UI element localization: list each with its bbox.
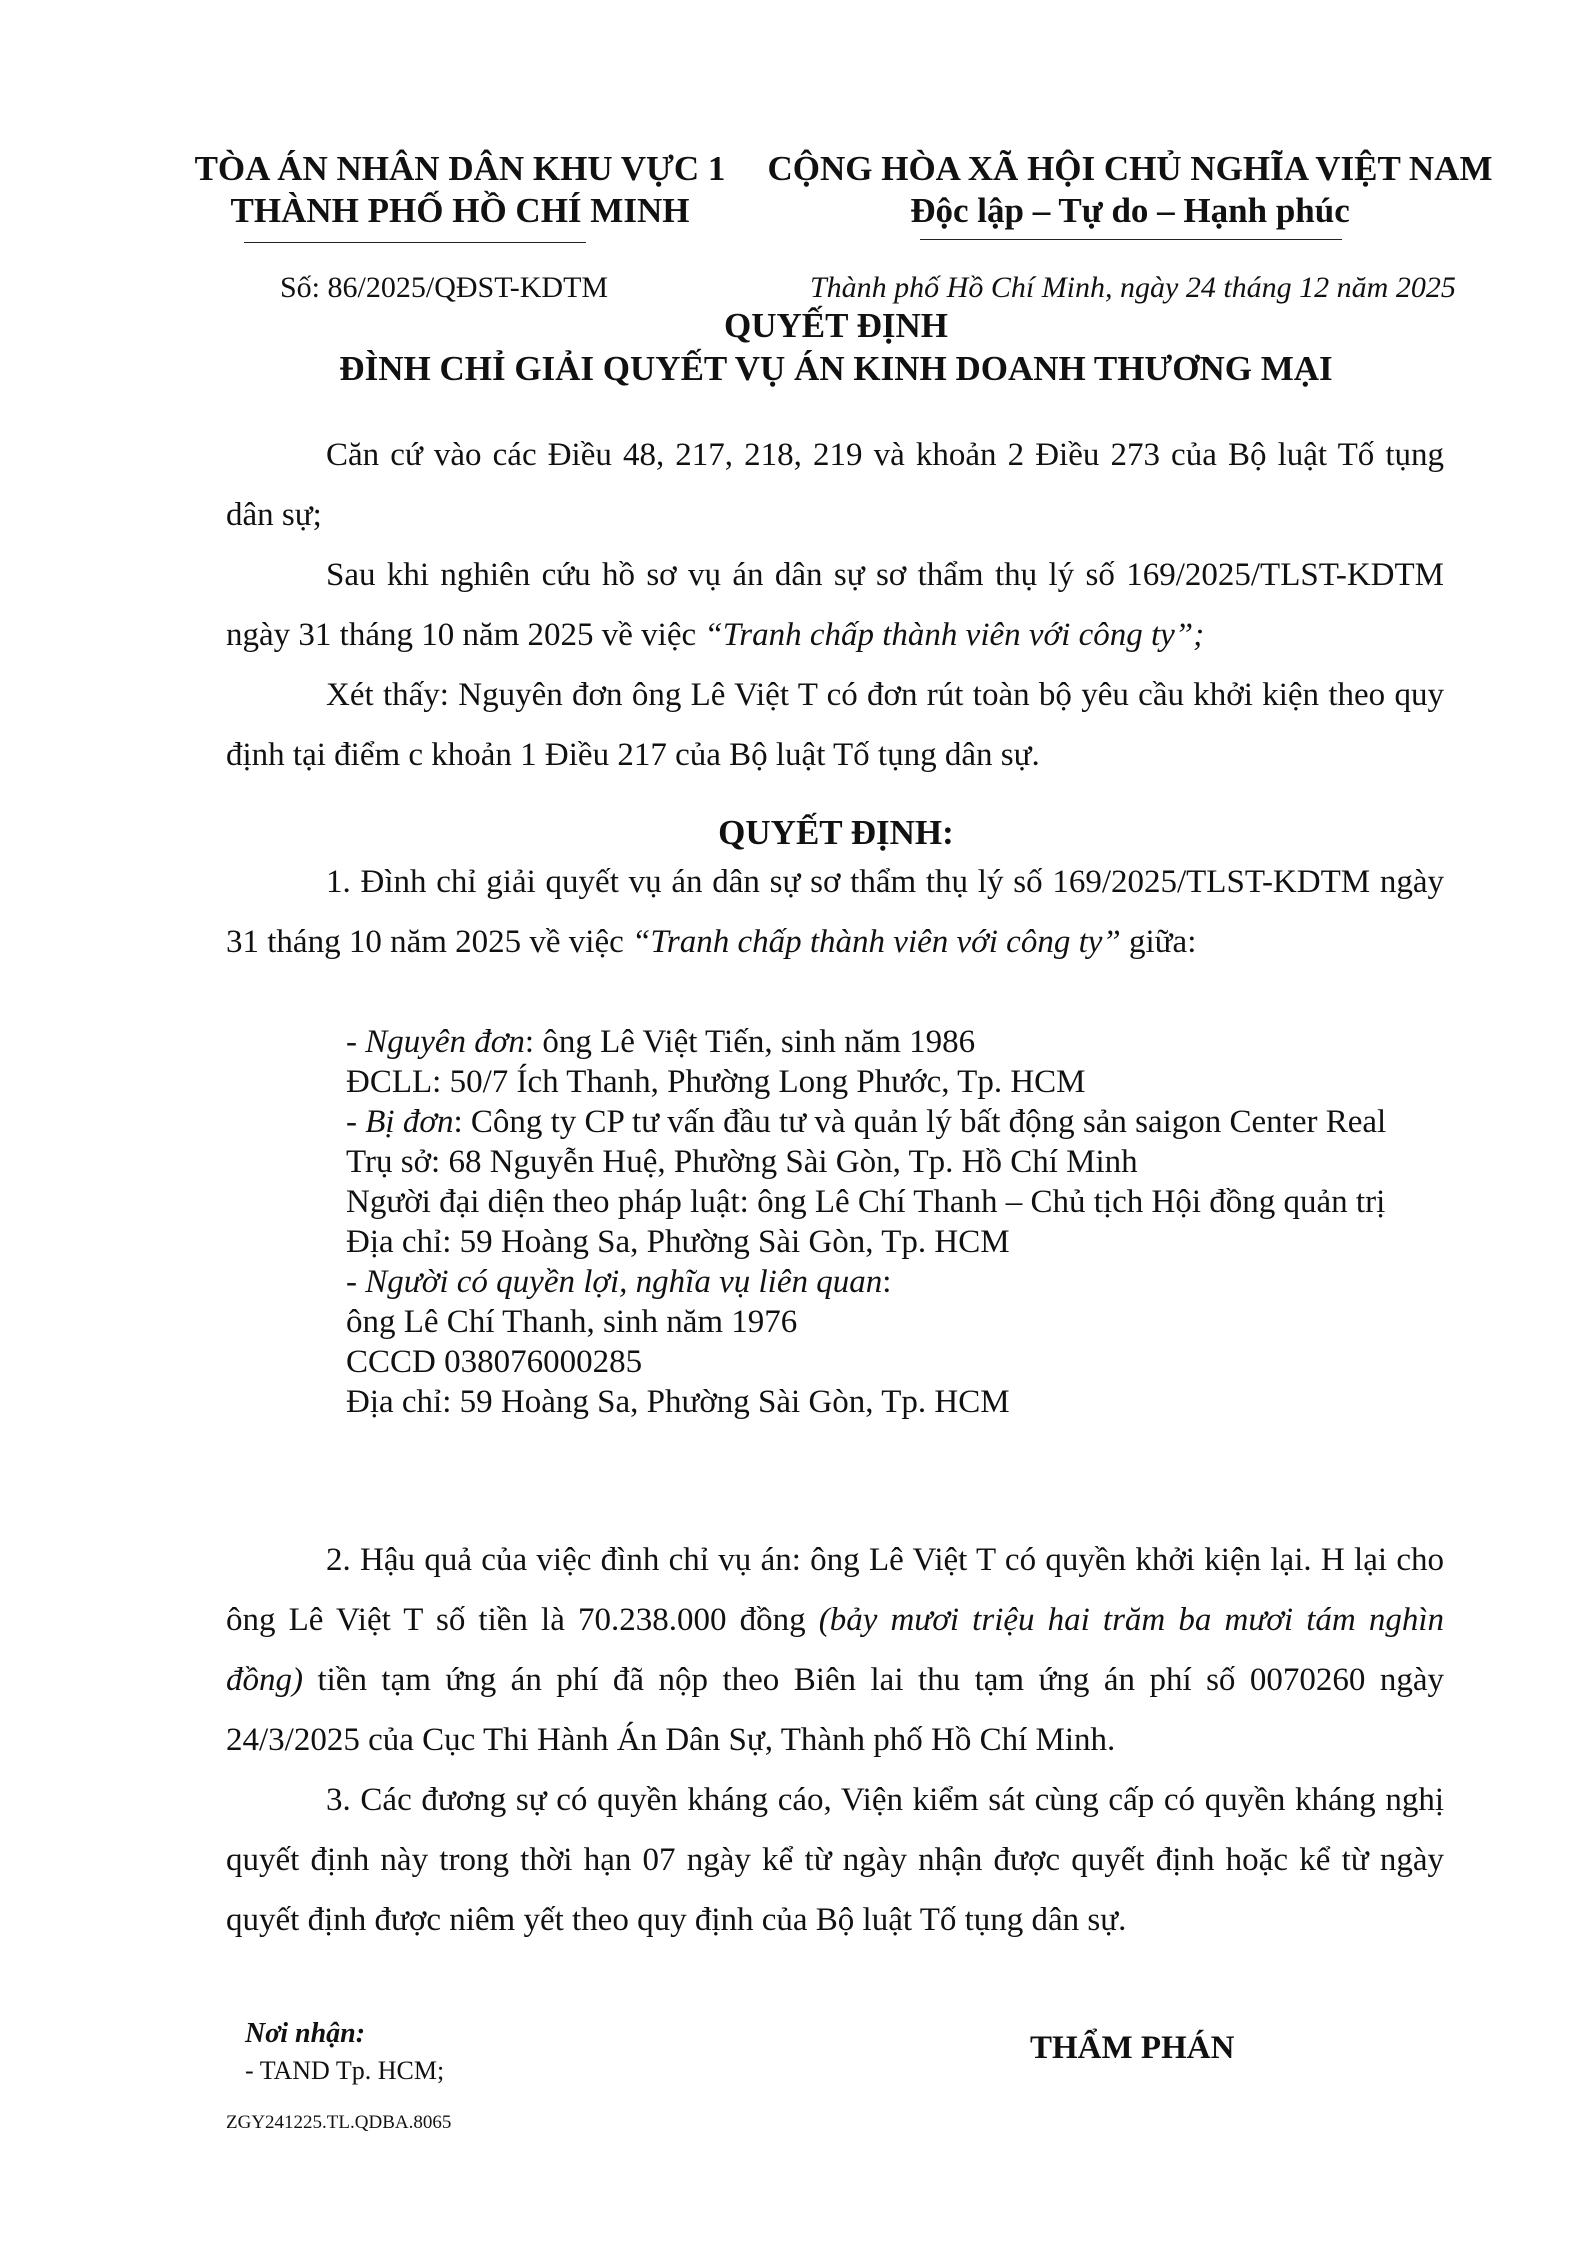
plaintiff-dash: -	[346, 1024, 366, 1060]
decision-heading: QUYẾT ĐỊNH:	[718, 813, 954, 852]
national-motto-underline	[920, 239, 1342, 240]
related-dash: -	[346, 1264, 366, 1300]
case-subject-italic: “Tranh chấp thành viên với công ty”;	[704, 617, 1205, 653]
item-1-case-subject: “Tranh chấp thành viên với công ty”	[632, 924, 1121, 960]
related-label: Người có quyền lợi, nghĩa vụ liên quan	[365, 1264, 883, 1300]
case-review-paragraph	[226, 545, 1444, 665]
item-3-text: 3. Các đương sự có quyền kháng cáo, Viện kiểm sát cùng cấp có quyền kháng nghị quyết định này trong thời hạn 07 ngày kể từ ngày nhận được quyết định hoặc kể từ ngày quyết định được niêm yết theo quy định của Bộ luật Tố tụng dân sự.	[226, 1782, 1444, 1938]
reference-code: ZGY241225.TL.QDBA.8065	[226, 2112, 452, 2133]
document-title: QUYẾT ĐỊNH	[724, 306, 948, 345]
national-title-line1: CỘNG HÒA XÃ HỘI CHỦ NGHĨA VIỆT NAM	[767, 149, 1493, 188]
parties-block	[346, 1022, 1446, 1422]
plaintiff-address: ĐCLL: 50/7 Ích Thanh, Phường Long Phước, Tp. HCM	[346, 1064, 1086, 1100]
decision-item-3	[226, 1770, 1444, 1950]
court-name-line1: TÒA ÁN NHÂN DÂN KHU VỰC 1	[194, 149, 726, 188]
case-review-text: Sau khi nghiên cứu hồ sơ vụ án dân sự sơ thẩm thụ lý số 169/2025/TLST-KDTM ngày 31 tháng 10 năm 2025 về việc	[226, 557, 1444, 653]
item-1-suffix: giữa:	[1120, 924, 1197, 960]
legal-basis-text: Căn cứ vào các Điều 48, 217, 218, 219 và khoản 2 Điều 273 của Bộ luật Tố tụng dân sự;	[226, 437, 1444, 533]
findings-paragraph	[226, 665, 1444, 785]
related-party-id: CCCD 038076000285	[346, 1344, 643, 1380]
defendant-value: : Công ty CP tư vấn đầu tư và quản lý bất động sản saigon Center Real	[453, 1104, 1387, 1140]
place-and-date: Thành phố Hồ Chí Minh, ngày 24 tháng 12 năm 2025	[810, 271, 1456, 304]
related-party-name: ông Lê Chí Thanh, sinh năm 1976	[346, 1304, 798, 1340]
findings-text: Xét thấy: Nguyên đơn ông Lê Việt T có đơn rút toàn bộ yêu cầu khởi kiện theo quy định tại điểm c khoản 1 Điều 217 của Bộ luật Tố tụng dân sự.	[226, 677, 1444, 773]
related-colon: :	[882, 1264, 892, 1300]
defendant-dash: -	[346, 1104, 366, 1140]
court-name-line2: THÀNH PHỐ HỒ CHÍ MINH	[230, 191, 690, 230]
defendant-office: Trụ sở: 68 Nguyễn Huệ, Phường Sài Gòn, Tp. Hồ Chí Minh	[346, 1144, 1138, 1180]
court-name-underline	[244, 242, 586, 243]
defendant-representative: Người đại diện theo pháp luật: ông Lê Chí Thanh – Chủ tịch Hội đồng quản trị	[346, 1184, 1386, 1220]
legal-basis-paragraph	[226, 425, 1444, 545]
plaintiff-value: : ông Lê Việt Tiến, sinh năm 1986	[524, 1024, 976, 1060]
defendant-line	[346, 1102, 1416, 1142]
item-2-amount-in-words: (bảy mươi triệu hai trăm ba mươi tám nghìn đồng)	[226, 1602, 1444, 1698]
national-motto: Độc lập – Tự do – Hạnh phúc	[910, 191, 1350, 230]
item-1-text: 1. Đình chỉ giải quyết vụ án dân sự sơ thẩm thụ lý số 169/2025/TLST-KDTM ngày 31 tháng 10 năm 2025 về việc	[226, 864, 1444, 960]
defendant-rep-address: Địa chỉ: 59 Hoàng Sa, Phường Sài Gòn, Tp. HCM	[346, 1224, 1010, 1260]
item-2-suffix: tiền tạm ứng án phí đã nộp theo Biên lai thu tạm ứng án phí số 0070260 ngày 24/3/2025 của Cục Thi Hành Án Dân Sự, Thành phố Hồ Chí Minh.	[226, 1662, 1444, 1758]
related-party-address: Địa chỉ: 59 Hoàng Sa, Phường Sài Gòn, Tp. HCM	[346, 1384, 1010, 1420]
item-2-text: 2. Hậu quả của việc đình chỉ vụ án: ông Lê Việt T có quyền khởi kiện lại. H lại cho ông Lê Việt T số tiền là 70.238.000 đồng	[226, 1542, 1444, 1638]
plaintiff-label: Nguyên đơn	[365, 1024, 525, 1060]
defendant-label: Bị đơn	[365, 1104, 454, 1140]
related-party-line	[346, 1262, 1446, 1302]
plaintiff-line	[346, 1022, 1446, 1062]
recipients-label: Nơi nhận:	[245, 2018, 366, 2049]
recipient-item: - TAND Tp. HCM;	[245, 2056, 445, 2085]
document-number: Số: 86/2025/QĐST-KDTM	[280, 271, 609, 304]
document-subtitle: ĐÌNH CHỈ GIẢI QUYẾT VỤ ÁN KINH DOANH THƯƠNG MẠI	[339, 349, 1333, 388]
decision-item-1	[226, 852, 1444, 972]
signer-title: THẨM PHÁN	[1030, 2030, 1235, 2066]
decision-item-2	[226, 1530, 1444, 1770]
